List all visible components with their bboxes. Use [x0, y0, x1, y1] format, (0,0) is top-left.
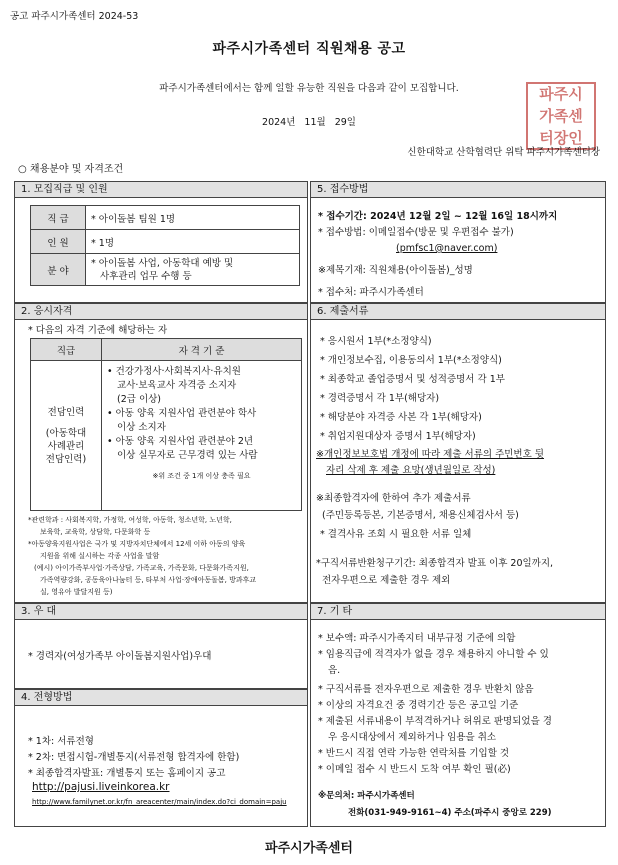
criteria-cell: • 건강가정사·사회복지사·유치원 교사·보육교사 자격증 소지자 (2급 이상) • 아동 양육 지원사업 관련분야 학사 이상 소지자 • 아동 양육 지원사업 관련분야 2년 이상 실무자로 근무경력 있는 사람 ※위 조건 중 1개 이상 충족 필요	[102, 361, 302, 511]
notice-date: 2024년 11월 29일	[262, 117, 356, 128]
col-rank-header: 직급	[31, 339, 102, 361]
note-line: 가족역량강화, 공동육아나눔터 등, 타부처 사업·장애아동돌봄, 방과후교	[40, 576, 257, 584]
privacy-note: ※개인정보보호법 개정에 따라 제출 서류의 주민번호 뒷	[316, 449, 544, 460]
field-value: * 아이돌봄 사업, 아동학대 예방 및 사후관리 업무 수행 등	[86, 254, 300, 286]
other-item: * 제출된 서류내용이 부적격하거나 허위로 판명되었을 경	[318, 716, 552, 727]
homepage-link[interactable]: http://pajusi.liveinkorea.kr	[32, 781, 170, 793]
rank-label: 직 급	[31, 206, 86, 230]
col-criteria-header: 자 격 기 준	[102, 339, 302, 361]
section-6-header: 6. 제출서류	[310, 303, 606, 320]
section-2-header: 2. 응시자격	[14, 303, 308, 320]
privacy-note: 자리 삭제 후 제출 요망(생년월일로 작성)	[326, 465, 496, 476]
selection-step: * 1차: 서류전형	[28, 736, 94, 747]
note-line: (예시) 아이가족부사업·가족상담, 가족교육, 가족문화, 다문화가족지원,	[34, 564, 249, 572]
email-subject-format: ※제목기재: 직원채용(아이돌봄)_성명	[318, 265, 473, 276]
final-docs-note: ※최종합격자에 한하여 추가 제출서류	[316, 493, 471, 504]
return-period: 전자우편으로 제출한 경우 제외	[322, 575, 451, 586]
section-3-header: 3. 우 대	[14, 603, 308, 620]
disqualification-docs: * 결격사유 조회 시 필요한 서류 일체	[320, 529, 472, 540]
footer-org-name: 파주시가족센터	[265, 841, 353, 856]
other-item: * 반드시 직접 연락 가능한 연락처를 기입할 것	[318, 748, 510, 759]
section-5-header: 5. 접수방법	[310, 181, 606, 198]
notice-number: 공고 파주시가족센터 2024-53	[10, 11, 139, 22]
rank-cell: 전담인력 (아동학대 사례관리 전담인력)	[31, 361, 102, 511]
document-item: * 경력증명서 각 1부(해당자)	[320, 393, 440, 404]
other-item: * 이메일 접수 시 반드시 도착 여부 확인 필(必)	[318, 764, 511, 775]
note-line: 실, 영유아 발달지원 등)	[40, 588, 113, 596]
qualification-subtitle: * 다음의 자격 기준에 해당하는 자	[28, 325, 168, 336]
selection-step: * 최종합격자발표: 개별통지 또는 홈페이지 공고	[28, 768, 226, 779]
page-title: 파주시가족센터 직원채용 공고	[212, 41, 406, 57]
section-1-header: 1. 모집직급 및 인원	[14, 181, 308, 198]
section-4-header: 4. 전형방법	[14, 689, 308, 706]
document-item: * 개인정보수집, 이용동의서 1부(*소정양식)	[320, 355, 502, 366]
other-item: * 이상의 자격요건 중 경력기간 등은 공고일 기준	[318, 700, 519, 711]
contact-heading: ※문의처: 파주시가족센터	[318, 791, 415, 801]
issuer: 신한대학교 산학협력단 위탁 파주시가족센터장	[407, 147, 600, 158]
preference-text: * 경력자(여성가족부 아이돌봄지원사업)우대	[28, 651, 212, 662]
other-item: * 임용직급에 적격자가 없을 경우 채용하지 아니할 수 있	[318, 649, 549, 660]
document-item: * 취업지원대상자 증명서 1부(해당자)	[320, 431, 476, 442]
contact-phone-address: 전화(031-949-9161~4) 주소(파주시 중앙로 229)	[348, 808, 552, 818]
criteria-note: ※위 조건 중 1개 이상 충족 필요	[152, 472, 251, 480]
official-seal: 파주시 가족센 터장인	[526, 82, 596, 150]
section-7-header: 7. 기 타	[310, 603, 606, 620]
other-item: 우 응시대상에서 제외하거나 임용을 취소	[328, 732, 497, 743]
intro-text: 파주시가족센터에서는 함께 일할 유능한 직원을 다음과 같이 모집합니다.	[159, 83, 459, 94]
other-item: * 보수액: 파주시가족지터 내부규정 기준에 의함	[318, 633, 516, 644]
final-docs-list: (주민등록등본, 기본증명서, 채용신체검사서 등)	[322, 510, 519, 521]
document-item: * 해당분야 자격증 사본 각 1부(해당자)	[320, 412, 482, 423]
qualification-table	[30, 338, 302, 511]
selection-step: * 2차: 면접시험-개별통지(서류전형 합격자에 한함)	[28, 752, 240, 763]
application-method: * 접수방법: 이메일접수(방문 및 우편접수 불가)	[318, 227, 514, 238]
field-label: 분 야	[31, 254, 86, 286]
field-heading: ○ 채용분야 및 자격조건	[18, 164, 124, 175]
document-item: * 최종학교 졸업증명서 및 성적증명서 각 1부	[320, 374, 505, 385]
application-place: * 접수처: 파주시가족센터	[318, 287, 424, 298]
note-line: *아동양육지원사업은 국가 및 지방자치단체에서 12세 이하 아동의 양육	[28, 540, 246, 548]
rank-value: * 아이돌봄 팀원 1명	[86, 206, 300, 230]
other-item: 음.	[328, 665, 341, 676]
note-line: *관련학과 : 사회복지학, 가정학, 여성학, 아동학, 청소년학, 노년학,	[28, 516, 232, 524]
application-period: * 접수기간: 2024년 12월 2일 ~ 12월 16일 18시까지	[318, 211, 558, 222]
document-item: * 응시원서 1부(*소정양식)	[320, 336, 432, 347]
count-label: 인 원	[31, 230, 86, 254]
email-address[interactable]: (pmfsc1@naver.com)	[396, 243, 498, 254]
note-line: 지원을 위해 실시하는 각종 사업을 말함	[40, 552, 160, 560]
other-item: * 구직서류를 전자우편으로 제출한 경우 반환치 않음	[318, 684, 534, 695]
note-line: 보육학, 교육학, 상담학, 다문화학 등	[40, 528, 151, 536]
return-period: *구직서류반환청구기간: 최종합격자 발표 이후 20일까지,	[316, 558, 554, 569]
familynet-link[interactable]: http://www.familynet.or.kr/fn_areacenter/main/index.do?ci_domain=paju	[32, 798, 287, 806]
recruit-table	[30, 205, 300, 286]
count-value: * 1명	[86, 230, 300, 254]
